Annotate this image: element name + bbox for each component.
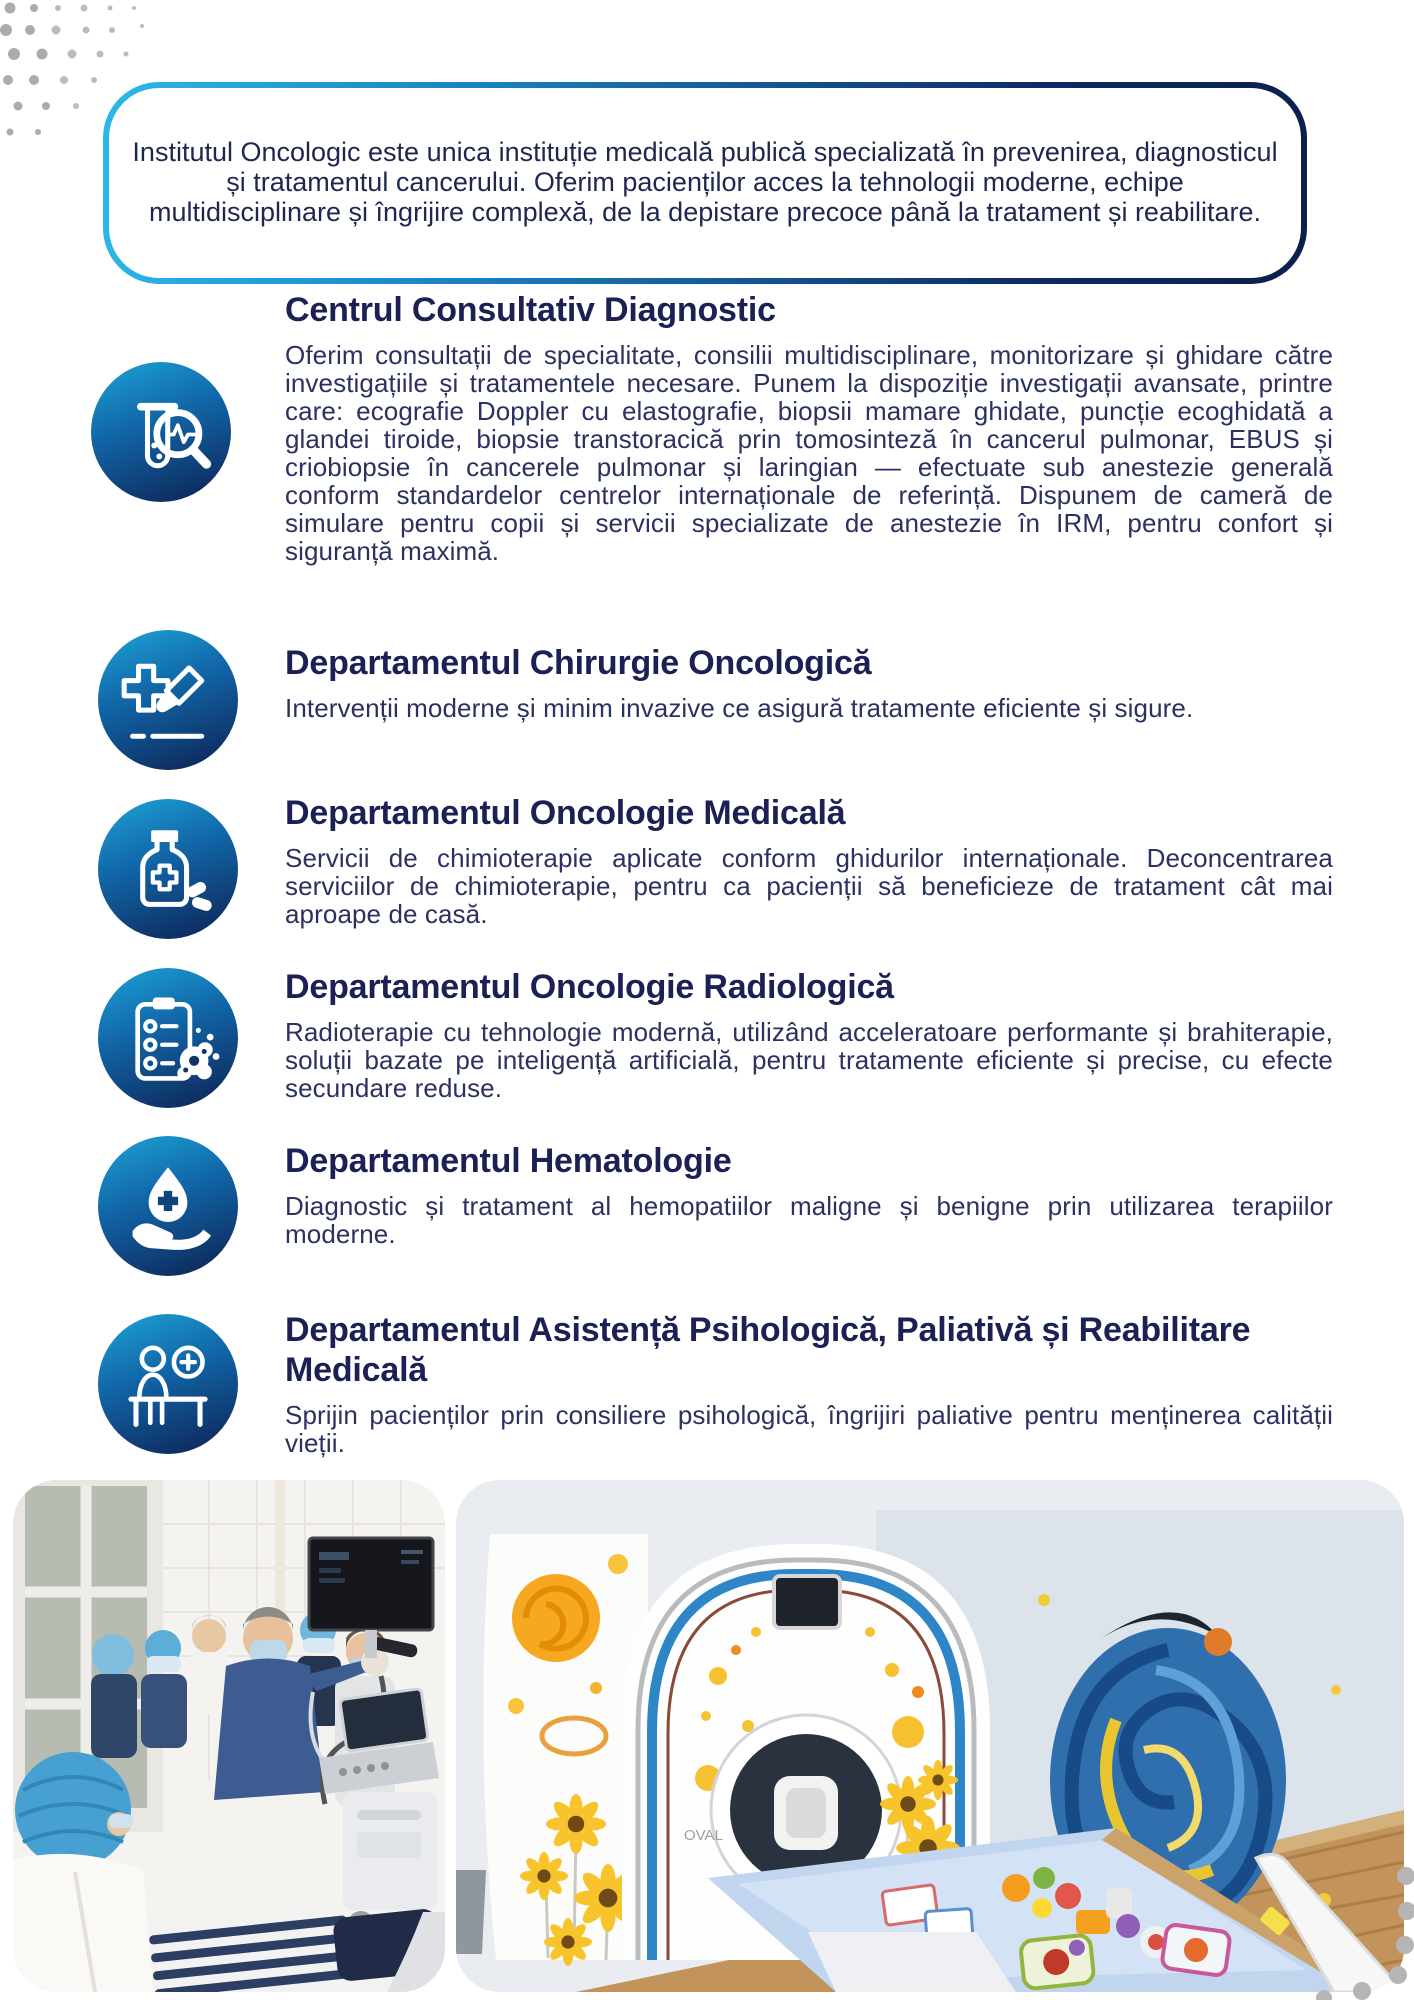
section-medical-oncology <box>285 793 1333 928</box>
medicine-bottle-pills-icon <box>98 799 238 939</box>
section-body: Diagnostic și tratament al hemopatiilor maligne și benigne prin utilizarea terapiilor moderne. <box>285 1191 1333 1249</box>
section-body: Radioterapie cu tehnologie modernă, utilizând acceleratoare performante și brahiterapie, soluții bazate pe inteligență artificială, pentru tratamente eficiente și precise, cu efecte secundare reduse. <box>285 1017 1333 1103</box>
medical-cross-scalpel-icon <box>98 630 238 770</box>
mri-screen <box>774 1576 840 1628</box>
test-tube-magnifier-icon <box>91 362 231 502</box>
section-radiation-oncology <box>285 967 1333 1102</box>
console-screen <box>340 1688 428 1751</box>
photo-endoscopy-team <box>13 1480 445 1992</box>
section-title: Departamentul Hematologie <box>285 1142 732 1180</box>
section-psychological-palliative <box>285 1310 1333 1457</box>
dots-pattern-bottom-right <box>1310 1856 1414 2000</box>
section-body: Oferim consultații de specialitate, consilii multidisciplinare, monitorizare și ghidare către investigațiile și tratamentele necesare. Punem la dispoziție investigații avansate, printre care: ecografie Doppler cu elastografie, biopsii mamare ghidate, puncție ecoghidată a glandei tiroide, biopsie transtoracică prin tomosinteză în cancerul pulmonar, EBUS și criobiopsie în cancerele pulmonar și laringian — efectuate sub anestezie generală conform standardelor centrelor internaționale de referință. Dispunem de cameră de simulare pentru copii și servicii specializate de anestezie în IRM, pentru confort și siguranță maximă. <box>285 340 1333 566</box>
mri-brand-text: OVAL <box>684 1827 723 1844</box>
section-body: Sprijin pacienților prin consiliere psihologică, îngrijiri paliative pentru menținerea calității vieții. <box>285 1400 1333 1458</box>
section-title: Departamentul Asistență Psihologică, Paliativă și Reabilitare Medicală <box>285 1311 1251 1389</box>
section-hematology <box>285 1141 1333 1248</box>
section-body: Servicii de chimioterapie aplicate conform ghidurilor internaționale. Deconcentrarea serviciilor de chimioterapie, pentru ca pacienții să beneficieze de tratament cât mai aproape de casă. <box>285 843 1333 929</box>
patient-support-icon <box>98 1314 238 1454</box>
section-title: Centrul Consultativ Diagnostic <box>285 291 776 329</box>
section-title: Departamentul Oncologie Medicală <box>285 794 846 832</box>
hand-blood-drop-icon <box>98 1136 238 1276</box>
section-surgical-oncology <box>285 643 1333 722</box>
section-title: Departamentul Chirurgie Oncologică <box>285 644 872 682</box>
intro-text: Institutul Oncologic este unica instituție medicală publică specializată în prevenirea, diagnosticul și tratamentul cancerului. Oferim pacienților acces la tehnologii moderne, echipe multidisciplinare și îngrijire complexă, de la depistare precoce până la tratament și reabilitare. <box>132 137 1278 227</box>
section-diagnostic-center <box>285 290 1333 565</box>
trash-bin <box>456 1870 486 1954</box>
intro-box <box>103 82 1307 284</box>
clipboard-cell-icon <box>98 968 238 1108</box>
section-body: Intervenții moderne și minim invazive ce asigură tratamente eficiente și sigure. <box>285 693 1194 723</box>
photo-mri-room <box>456 1480 1404 1992</box>
section-title: Departamentul Oncologie Radiologică <box>285 968 894 1006</box>
